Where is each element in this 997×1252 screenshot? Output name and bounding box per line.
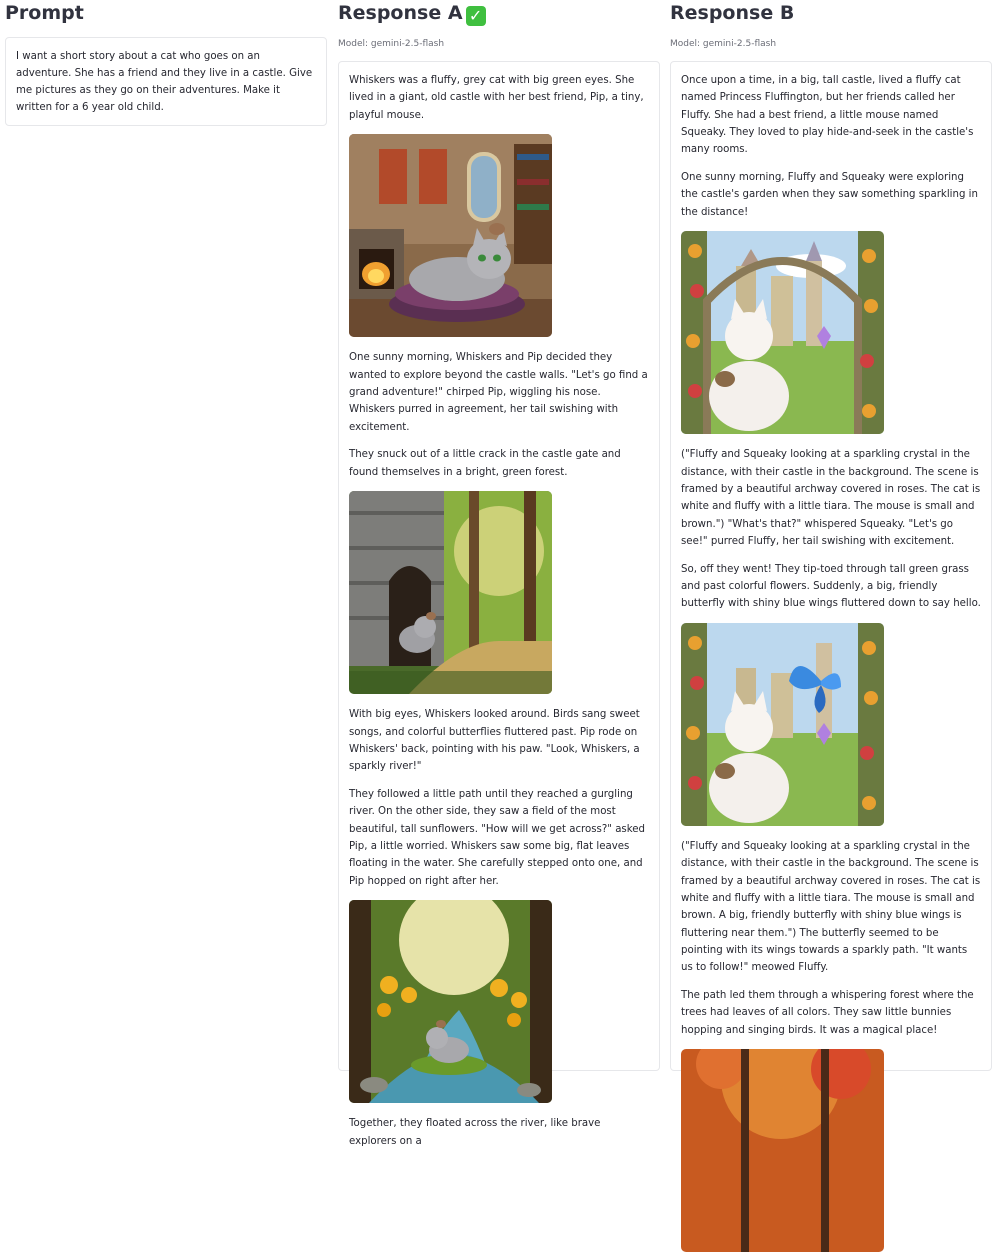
response-b-paragraph: ("Fluffy and Squeaky looking at a sparkling crystal in the distance, with their castle in the background. The scene is framed by a beautiful archway covered in roses. The cat is white and fluffy with a little tiara. The mouse is small and brown.") "What's that?" whispered Squeaky. "Let's go see!" purred Fluffy, her tail swishing with excitement. — [681, 449, 981, 547]
response-a-paragraph: With big eyes, Whiskers looked around. Birds sang sweet songs, and colorful butterflies fluttered past. Pip rode on Whiskers' back, pointing with his paw. "Look, Whiskers, a sparkly river!" — [349, 709, 640, 773]
response-b-heading: Response B — [670, 2, 795, 24]
response-b-model: Model: gemini-2.5-flash — [670, 39, 777, 49]
prompt-heading: Prompt — [5, 2, 84, 24]
illustration-castle-gate-forest — [349, 491, 552, 694]
response-b-card — [670, 61, 992, 1071]
illustration-cat-mouse-butterfly — [681, 623, 884, 826]
response-b-column — [670, 0, 992, 1036]
response-b-paragraph: Once upon a time, in a big, tall castle, lived a fluffy cat named Princess Fluffington, but her friends called her Fluffy. She had a best friend, a little mouse named Squeaky. They loved to play hide-and-seek in the castle's many rooms. — [681, 75, 974, 156]
prompt-text: I want a short story about a cat who goes on an adventure. She has a friend and they live in a castle. Give me pictures as they go on their adventures. Make it written for a 6 year old child. — [16, 51, 313, 113]
response-a-paragraph: Together, they floated across the river, like brave explorers on a — [349, 1118, 601, 1147]
response-a-model: Model: gemini-2.5-flash — [338, 39, 445, 49]
check-mark-icon: ✓ — [466, 6, 486, 26]
response-b-paragraph: So, off they went! They tip-toed through tall green grass and past colorful flowers. Suddenly, a big, friendly butterfly with shiny blue wings fluttered down to say hello. — [681, 563, 981, 610]
response-a-paragraph: They snuck out of a little crack in the castle gate and found themselves in a bright, green forest. — [349, 449, 621, 478]
prompt-column — [5, 0, 327, 126]
illustration-cat-on-leaf-river — [349, 900, 552, 1103]
prompt-card — [5, 37, 327, 126]
response-a-heading — [338, 0, 660, 26]
response-a-paragraph: Whiskers was a fluffy, grey cat with big green eyes. She lived in a giant, old castle with her best friend, Pip, a tiny, playful mouse. — [349, 75, 644, 121]
response-a-heading-text: Response A — [338, 2, 463, 24]
response-b-paragraph: One sunny morning, Fluffy and Squeaky were exploring the castle's garden when they saw something sparkling in the distance! — [681, 171, 978, 218]
response-a-card — [338, 61, 660, 1147]
illustration-autumn-forest — [681, 1049, 884, 1252]
response-b-paragraph: ("Fluffy and Squeaky looking at a sparkling crystal in the distance, with their castle in the background. The scene is framed by a beautiful archway covered in roses. The cat is white and fluffy with a little tiara. The mouse is small and brown. A big, friendly butterfly with shiny blue wings is fluttering near them.") The butterfly seemed to be pointing with its wings towards a sparkly path. "It wants us to follow!" meowed Fluffy. — [681, 841, 981, 974]
response-a-paragraph: They followed a little path until they reached a gurgling river. On the other side, they saw a field of the most beautiful, tall sunflowers. "How will we get across?" asked Pip, a little worried. Whiskers saw some big, flat leaves floating in the water. She carefully stepped onto one, and Pip hopped on right after her. — [349, 789, 646, 887]
illustration-cat-mouse-crystal — [681, 231, 884, 434]
response-a-paragraph: One sunny morning, Whiskers and Pip decided they wanted to explore beyond the castle walls. "Let's go find a grand adventure!" chirped Pip, wiggling his nose. Whiskers purred in agreement, her tail swishing with excitement. — [349, 352, 648, 433]
response-b-paragraph: The path led them through a whispering forest where the trees had leaves of all colors. They saw little bunnies hopping and singing birds. It was a magical place! — [681, 989, 974, 1036]
response-a-column — [338, 0, 660, 1147]
illustration-cat-on-cushion — [349, 134, 552, 337]
